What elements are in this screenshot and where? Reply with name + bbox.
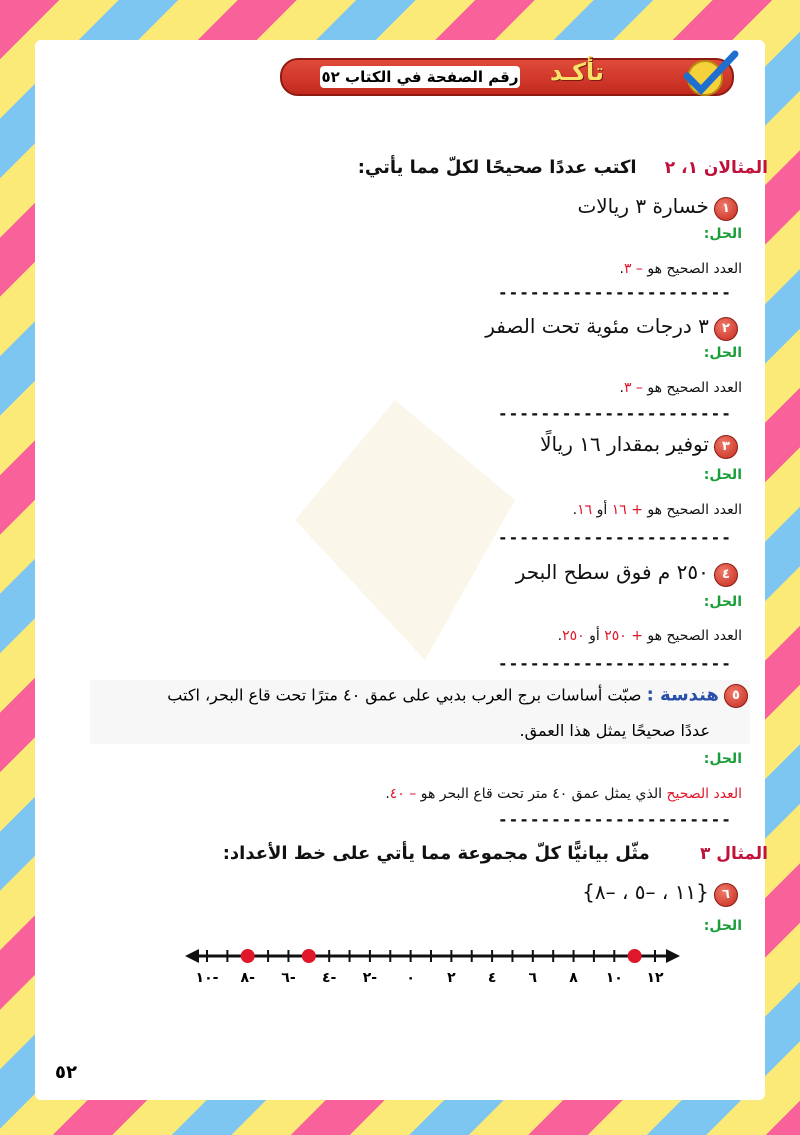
answer-5: العدد الصحيح الذي يمثل عمق ٤٠ متر تحت قاع البحر هو – ٤٠.	[385, 786, 742, 802]
solution-label: الحل:	[703, 918, 742, 934]
tick-label: ٨	[569, 970, 578, 986]
number-badge: ٢	[714, 317, 738, 341]
tick-label: ٨-	[240, 970, 255, 986]
tick-label: ٢-	[362, 970, 378, 986]
example-header-3	[223, 843, 768, 864]
question-4	[516, 560, 738, 587]
tick-label: ٤-	[322, 970, 337, 986]
plotted-point	[302, 949, 316, 963]
book-page-label: رقم الصفحة في الكتاب ٥٢	[321, 68, 519, 86]
divider: ----------------------	[498, 810, 732, 829]
question-5: ٥ هندسة : صبّت أساسات برج العرب بدبي على عمق ٤٠ مترًا تحت قاع البحر، اكتب	[167, 684, 748, 708]
example-header-1	[358, 157, 768, 178]
solution-label: الحل:	[703, 345, 742, 361]
solution-label: الحل:	[703, 751, 742, 767]
tick-label: ٠	[406, 970, 415, 986]
answer-3: العدد الصحيح هو + ١٦ أو ١٦.	[572, 502, 742, 518]
instruction: اكتب عددًا صحيحًا لكلّ مما يأتي:	[357, 157, 637, 178]
example-label: المثال ٣	[700, 844, 768, 864]
number-badge: ١	[714, 197, 738, 221]
question-text: خسارة ٣ ريالات	[577, 194, 709, 218]
example-label: المثالان ١، ٢	[664, 158, 768, 178]
question-6	[582, 880, 738, 907]
divider: ----------------------	[498, 404, 732, 423]
question-text: توفير بمقدار ١٦ ريالًا	[540, 432, 709, 456]
question-1	[577, 194, 738, 221]
number-line	[185, 940, 680, 990]
number-badge: ٣	[714, 435, 738, 459]
plotted-point	[241, 949, 255, 963]
arrow-left-icon	[185, 949, 199, 963]
solution-label: الحل:	[703, 594, 742, 610]
banner-title: تأكـد	[550, 58, 605, 86]
question-3	[540, 432, 738, 459]
number-badge: ٦	[714, 883, 738, 907]
tick-label: ٦-	[281, 970, 296, 986]
tick-label: ٢	[447, 970, 456, 986]
answer-2: العدد الصحيح هو – ٣.	[619, 380, 742, 396]
tick-label: ١٠	[605, 970, 623, 986]
question-2	[485, 314, 738, 341]
checkmark-icon	[665, 48, 745, 98]
tick-label: ٦	[528, 970, 538, 986]
divider: ----------------------	[498, 283, 732, 302]
answer-1: العدد الصحيح هو – ٣.	[619, 261, 742, 277]
divider: ----------------------	[498, 528, 732, 547]
tick-label: ١٠-	[195, 970, 219, 986]
question-text: {١١ ، –٥ ، –٨}	[582, 880, 709, 904]
tick-label: ١٢	[646, 970, 664, 986]
arrow-right-icon	[666, 949, 680, 963]
instruction: مثّل بيانيًّا كلّ مجموعة مما يأتي على خط الأعداد:	[222, 843, 650, 864]
plotted-point	[628, 949, 642, 963]
solution-label: الحل:	[703, 467, 742, 483]
number-badge: ٤	[714, 563, 738, 587]
number-badge: ٥	[724, 684, 748, 708]
solution-label: الحل:	[703, 226, 742, 242]
divider: ----------------------	[498, 654, 732, 673]
question-text: ٣ درجات مئوية تحت الصفر	[485, 314, 709, 338]
topic-label: هندسة :	[646, 684, 719, 706]
answer-4: العدد الصحيح هو + ٢٥٠ أو ٢٥٠.	[557, 628, 742, 644]
question-5-line-2: عددًا صحيحًا يمثل هذا العمق.	[519, 721, 710, 740]
watermark-icon	[255, 380, 535, 680]
question-text: ٢٥٠ م فوق سطح البحر	[515, 560, 709, 584]
tick-label: ٤	[487, 970, 497, 986]
page-number: ٥٢	[55, 1062, 77, 1083]
